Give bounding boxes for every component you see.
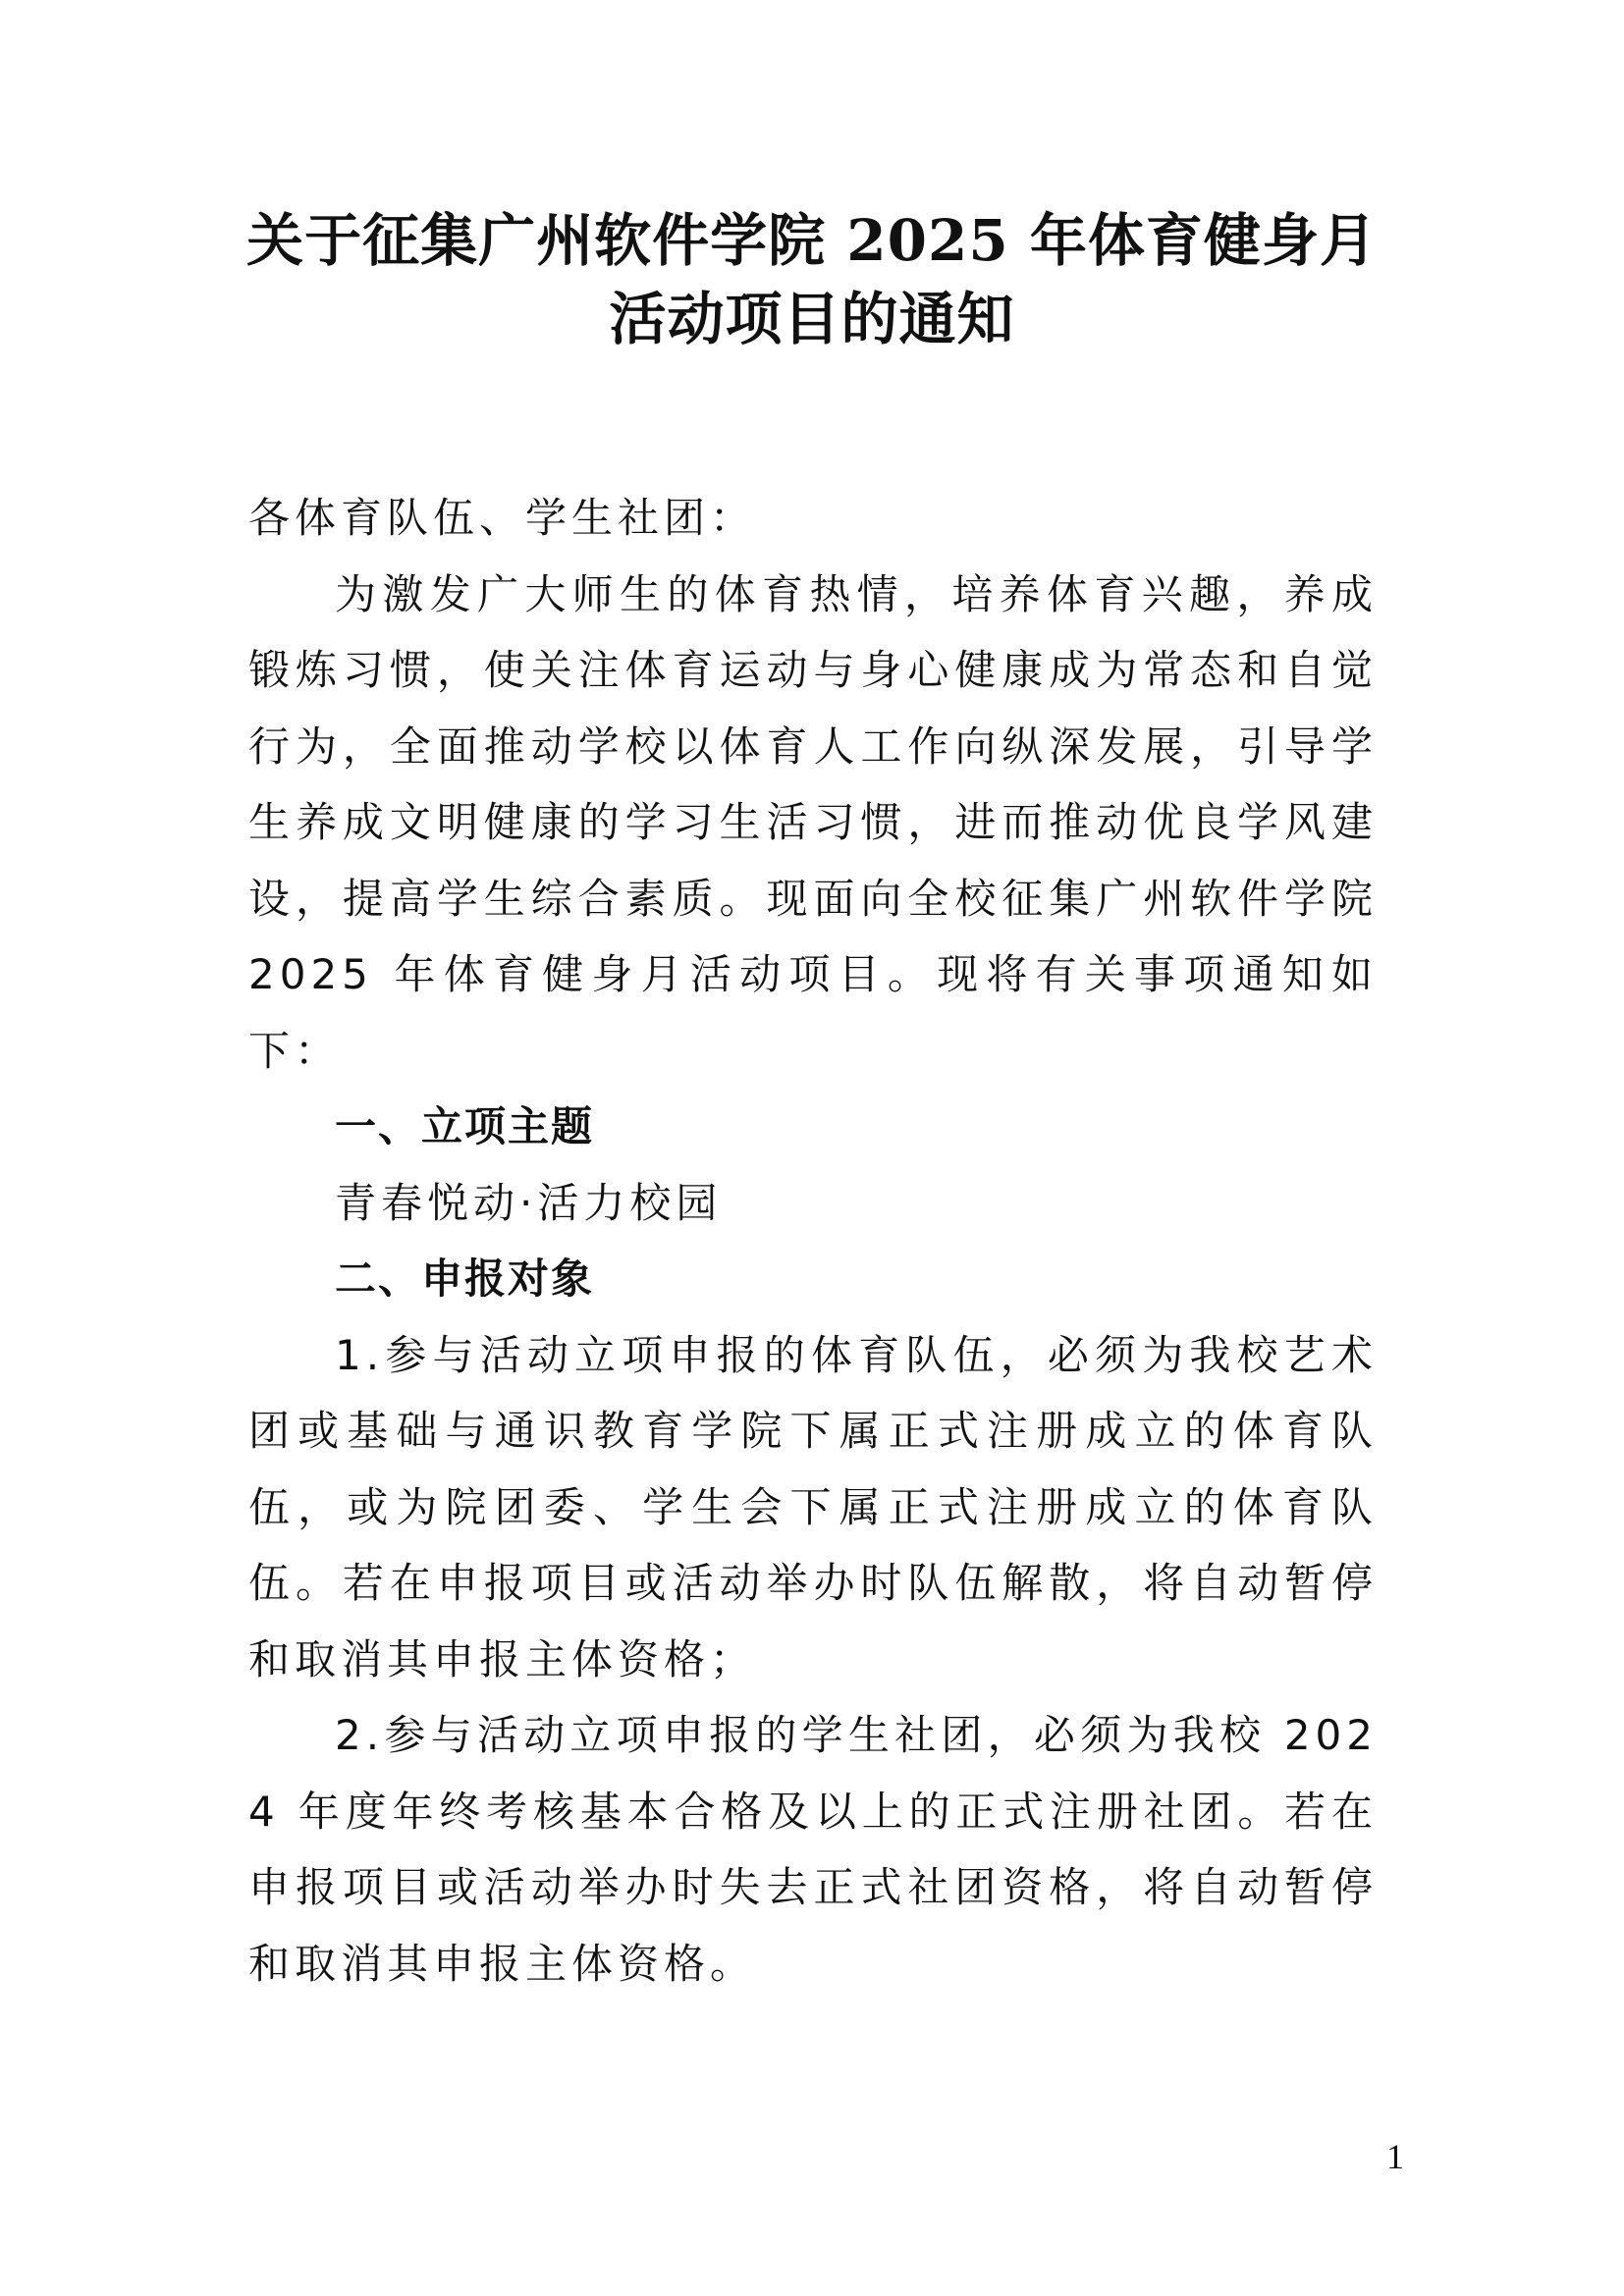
title-line-1: 关于征集广州软件学院 2025 年体育健身月 — [246, 207, 1378, 274]
page-number: 1 — [1386, 2137, 1404, 2176]
document-body — [248, 480, 1378, 2002]
document-title — [236, 201, 1388, 358]
section-heading-theme: 一、立项主题 — [335, 1102, 595, 1150]
salutation: 各体育队伍、学生社团： — [248, 494, 757, 542]
title-line-2: 活动项目的通知 — [609, 286, 1015, 352]
theme-text: 青春悦动·活力校园 — [335, 1178, 723, 1227]
applicant-rule-2: 2.参与活动立项申报的学生社团，必须为我校 2024 年度年终考核基本合格及以上的正式注册社团。若在申报项目或活动举办时失去正式社团资格，将自动暂停和取消其申报主体资格。 — [248, 1711, 1378, 1988]
section-heading-applicants: 二、申报对象 — [335, 1255, 595, 1303]
intro-paragraph: 为激发广大师生的体育热情，培养体育兴趣，养成锻炼习惯，使关注体育运动与身心健康成为常态和自觉行为，全面推动学校以体育人工作向纵深发展，引导学生养成文明健康的学习生活习惯，进而推动优良学风建设，提高学生综合素质。现面向全校征集广州软件学院 2025 年体育健身月活动项目。现将有关事项通知如下： — [248, 569, 1378, 1075]
applicant-rule-1: 1.参与活动立项申报的体育队伍，必须为我校艺术团或基础与通识教育学院下属正式注册成立的体育队伍，或为院团委、学生会下属正式注册成立的体育队伍。若在申报项目或活动举办时队伍解散，将自动暂停和取消其申报主体资格； — [248, 1330, 1378, 1683]
